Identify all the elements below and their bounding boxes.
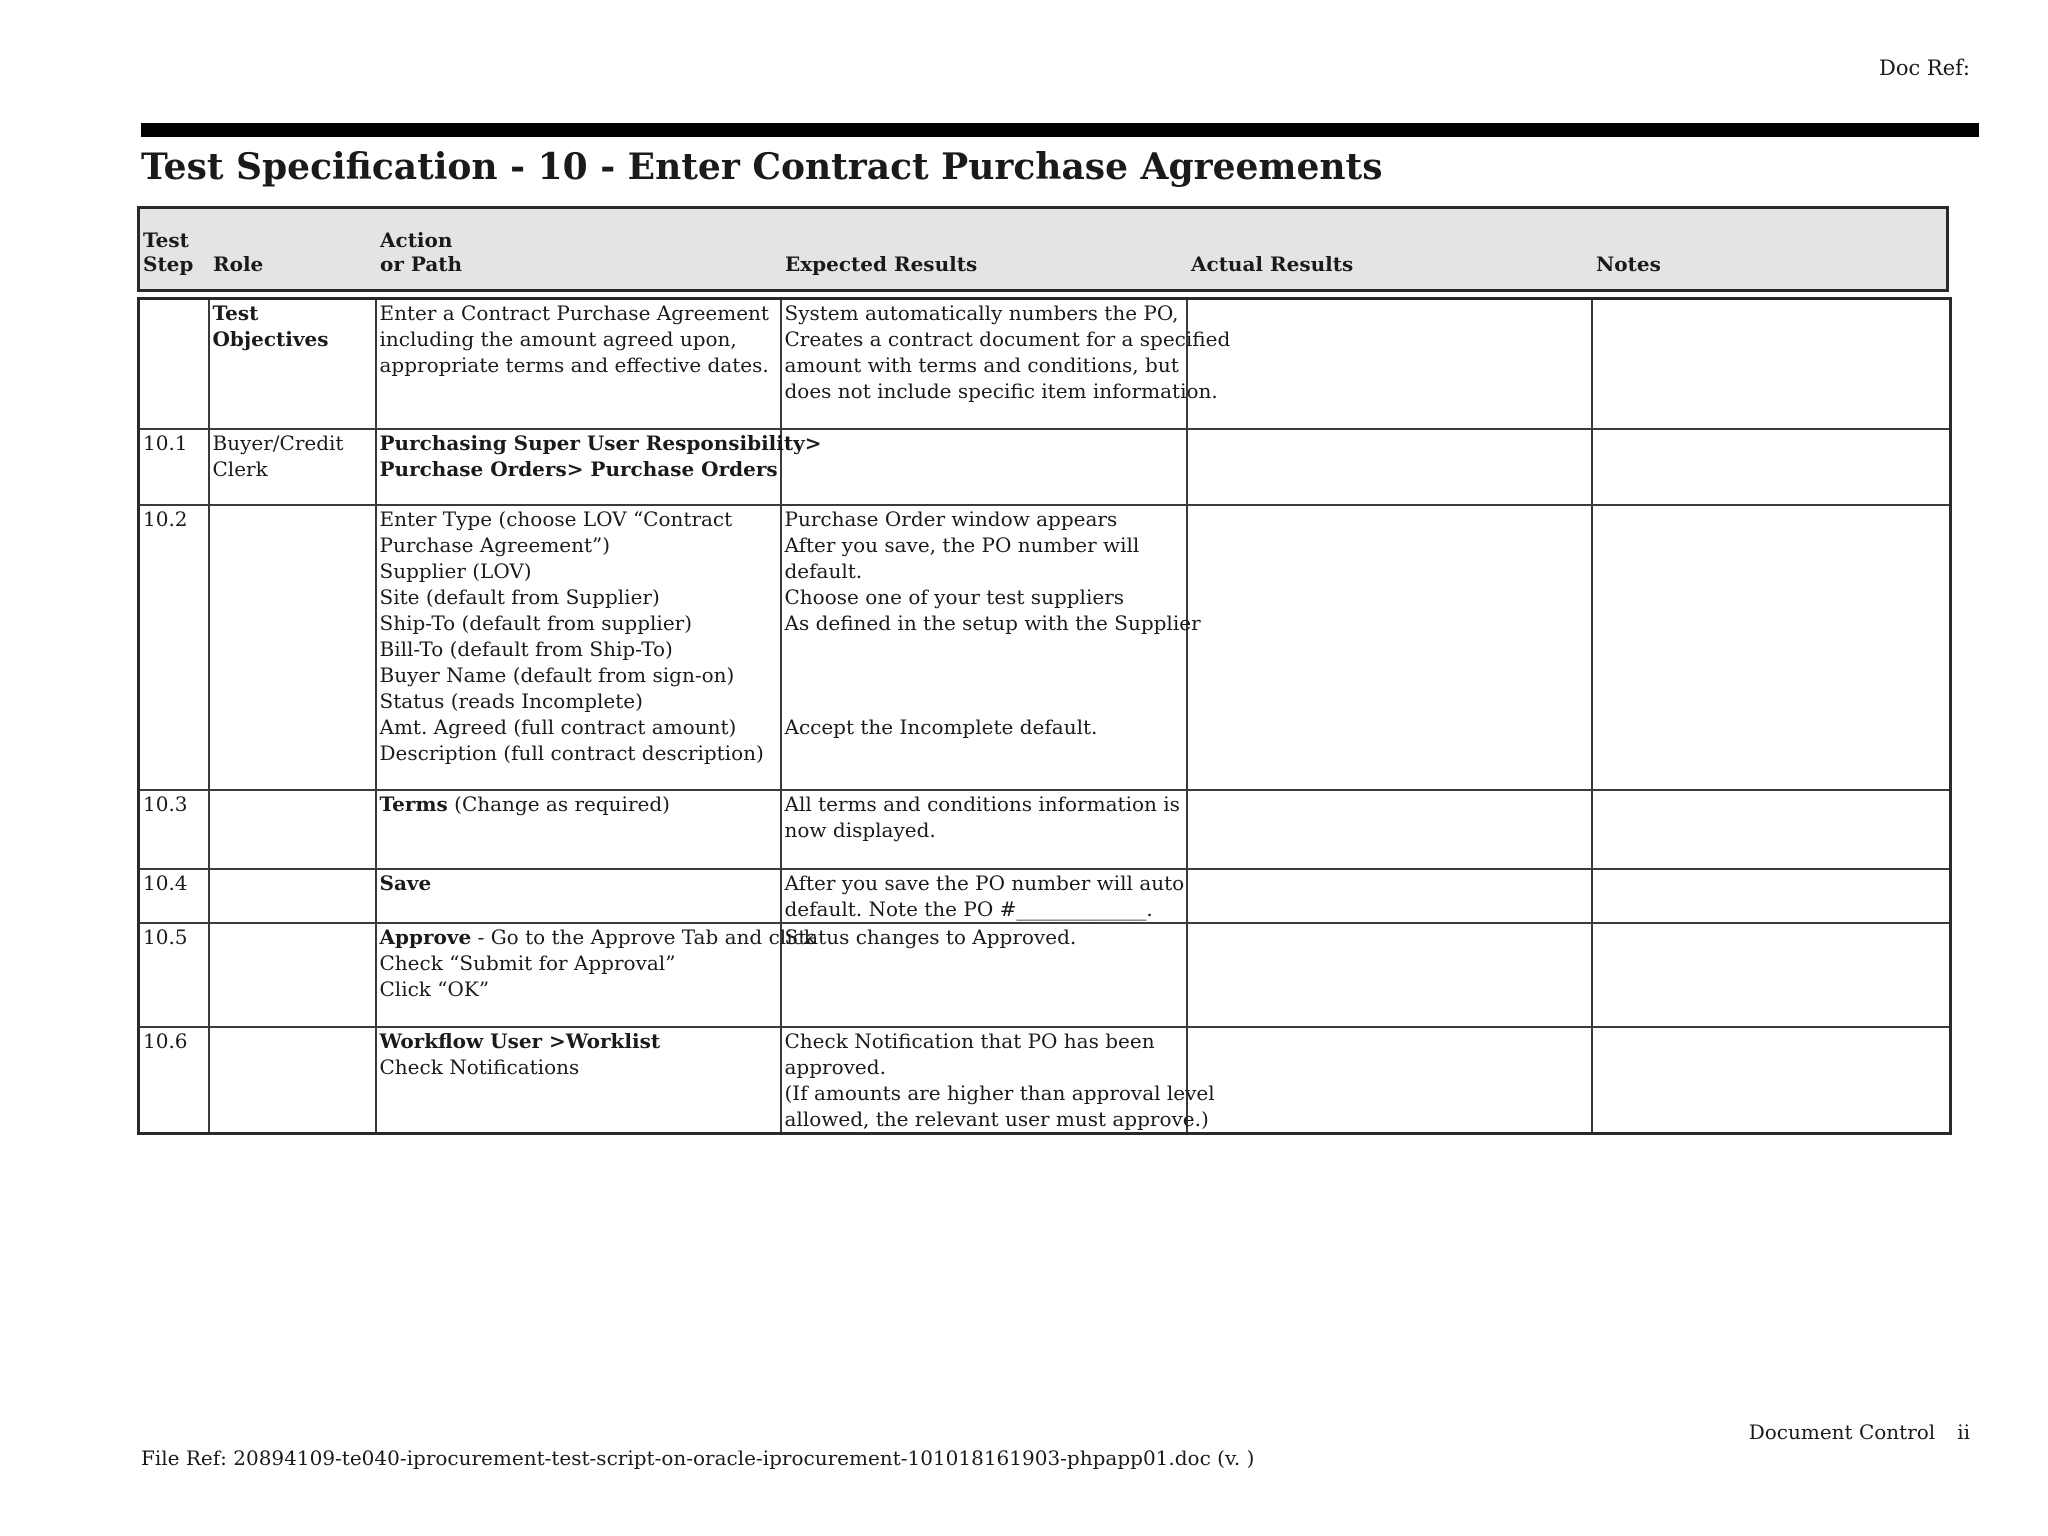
expected-cell: Purchase Order window appears After you save, the PO number will default. Choose one of your test suppliers As defined in the setup with the Supplier Accept the Incomplete default. bbox=[781, 505, 1187, 790]
table-row-10-1 bbox=[139, 429, 1951, 505]
page-number: ii bbox=[1957, 1420, 1970, 1444]
expected-cell: After you save the PO number will auto default. Note the PO #_____________. bbox=[781, 869, 1187, 923]
notes-cell bbox=[1592, 429, 1951, 505]
expected-cell: System automatically numbers the PO, Creates a contract document for a specified amount with terms and conditions, but does not include specific item information. bbox=[781, 299, 1187, 429]
expected-cell: Status changes to Approved. bbox=[781, 923, 1187, 1027]
notes-cell bbox=[1592, 299, 1951, 429]
expected-cell: Check Notification that PO has been approved. (If amounts are higher than approval level allowed, the relevant user must approve.) bbox=[781, 1027, 1187, 1134]
table-row-objectives bbox=[139, 299, 1951, 429]
step-cell: 10.6 bbox=[139, 1027, 209, 1134]
page-title: Test Specification - 10 - Enter Contract Purchase Agreements bbox=[141, 146, 1383, 188]
notes-cell bbox=[1592, 790, 1951, 869]
role-cell bbox=[209, 790, 376, 869]
step-cell: 10.5 bbox=[139, 923, 209, 1027]
notes-cell bbox=[1592, 869, 1951, 923]
action-cell: Workflow User >Worklist Check Notifications bbox=[376, 1027, 781, 1134]
expected-cell: All terms and conditions information is now displayed. bbox=[781, 790, 1187, 869]
actual-results-cell bbox=[1187, 505, 1592, 790]
action-cell: Enter a Contract Purchase Agreement including the amount agreed upon, appropriate terms and effective dates. bbox=[376, 299, 781, 429]
test-objectives-label: Test Objectives bbox=[212, 301, 329, 351]
notes-cell bbox=[1592, 505, 1951, 790]
step-cell bbox=[139, 299, 209, 429]
action-cell: Enter Type (choose LOV “Contract Purchase Agreement”) Supplier (LOV) Site (default from Supplier) Ship-To (default from supplier) Bill-To (default from Ship-To) Buyer Name (default from sign-on) Status (reads Incomplete) Amt. Agreed (full contract amount) Description (full contract description) bbox=[376, 505, 781, 790]
action-cell: Save bbox=[376, 869, 781, 923]
section-label: Document Control bbox=[1748, 1420, 1936, 1444]
test-spec-table bbox=[137, 297, 1952, 1135]
expected-cell bbox=[781, 429, 1187, 505]
actual-results-cell bbox=[1187, 429, 1592, 505]
step-cell: 10.2 bbox=[139, 505, 209, 790]
actual-results-cell bbox=[1187, 1027, 1592, 1134]
role-cell bbox=[209, 505, 376, 790]
file-reference: File Ref: 20894109-te040-iprocurement-test-script-on-oracle-iprocurement-101018161903-phpapp01.doc (v. ) bbox=[141, 1446, 1255, 1470]
doc-ref-label: Doc Ref: bbox=[1878, 56, 1970, 80]
column-header-bar bbox=[137, 206, 1949, 292]
role-cell: Buyer/Credit Clerk bbox=[209, 429, 376, 505]
action-cell: Purchasing Super User Responsibility> Purchase Orders> Purchase Orders bbox=[376, 429, 781, 505]
column-header-notes: Notes bbox=[1596, 252, 1661, 276]
action-cell: Approve - Go to the Approve Tab and click Check “Submit for Approval” Click “OK” bbox=[376, 923, 781, 1027]
step-cell: 10.3 bbox=[139, 790, 209, 869]
actual-results-cell bbox=[1187, 869, 1592, 923]
column-header-action: Action or Path bbox=[380, 228, 463, 276]
role-cell bbox=[209, 923, 376, 1027]
role-cell bbox=[209, 869, 376, 923]
actual-results-cell bbox=[1187, 790, 1592, 869]
table-row-10-3 bbox=[139, 790, 1951, 869]
table-row-10-2 bbox=[139, 505, 1951, 790]
actual-results-cell bbox=[1187, 923, 1592, 1027]
table-row-10-4 bbox=[139, 869, 1951, 923]
column-header-test-step: Test Step bbox=[143, 228, 194, 276]
header-rule bbox=[141, 123, 1979, 137]
column-header-role: Role bbox=[213, 252, 264, 276]
column-header-expected: Expected Results bbox=[785, 252, 978, 276]
page-footer bbox=[1749, 1420, 1970, 1444]
role-cell bbox=[209, 299, 376, 429]
table-row-10-6 bbox=[139, 1027, 1951, 1134]
notes-cell bbox=[1592, 923, 1951, 1027]
step-cell: 10.4 bbox=[139, 869, 209, 923]
actual-results-cell bbox=[1187, 299, 1592, 429]
column-header-actual: Actual Results bbox=[1191, 252, 1354, 276]
notes-cell bbox=[1592, 1027, 1951, 1134]
table-row-10-5 bbox=[139, 923, 1951, 1027]
step-cell: 10.1 bbox=[139, 429, 209, 505]
action-cell: Terms (Change as required) bbox=[376, 790, 781, 869]
role-cell bbox=[209, 1027, 376, 1134]
